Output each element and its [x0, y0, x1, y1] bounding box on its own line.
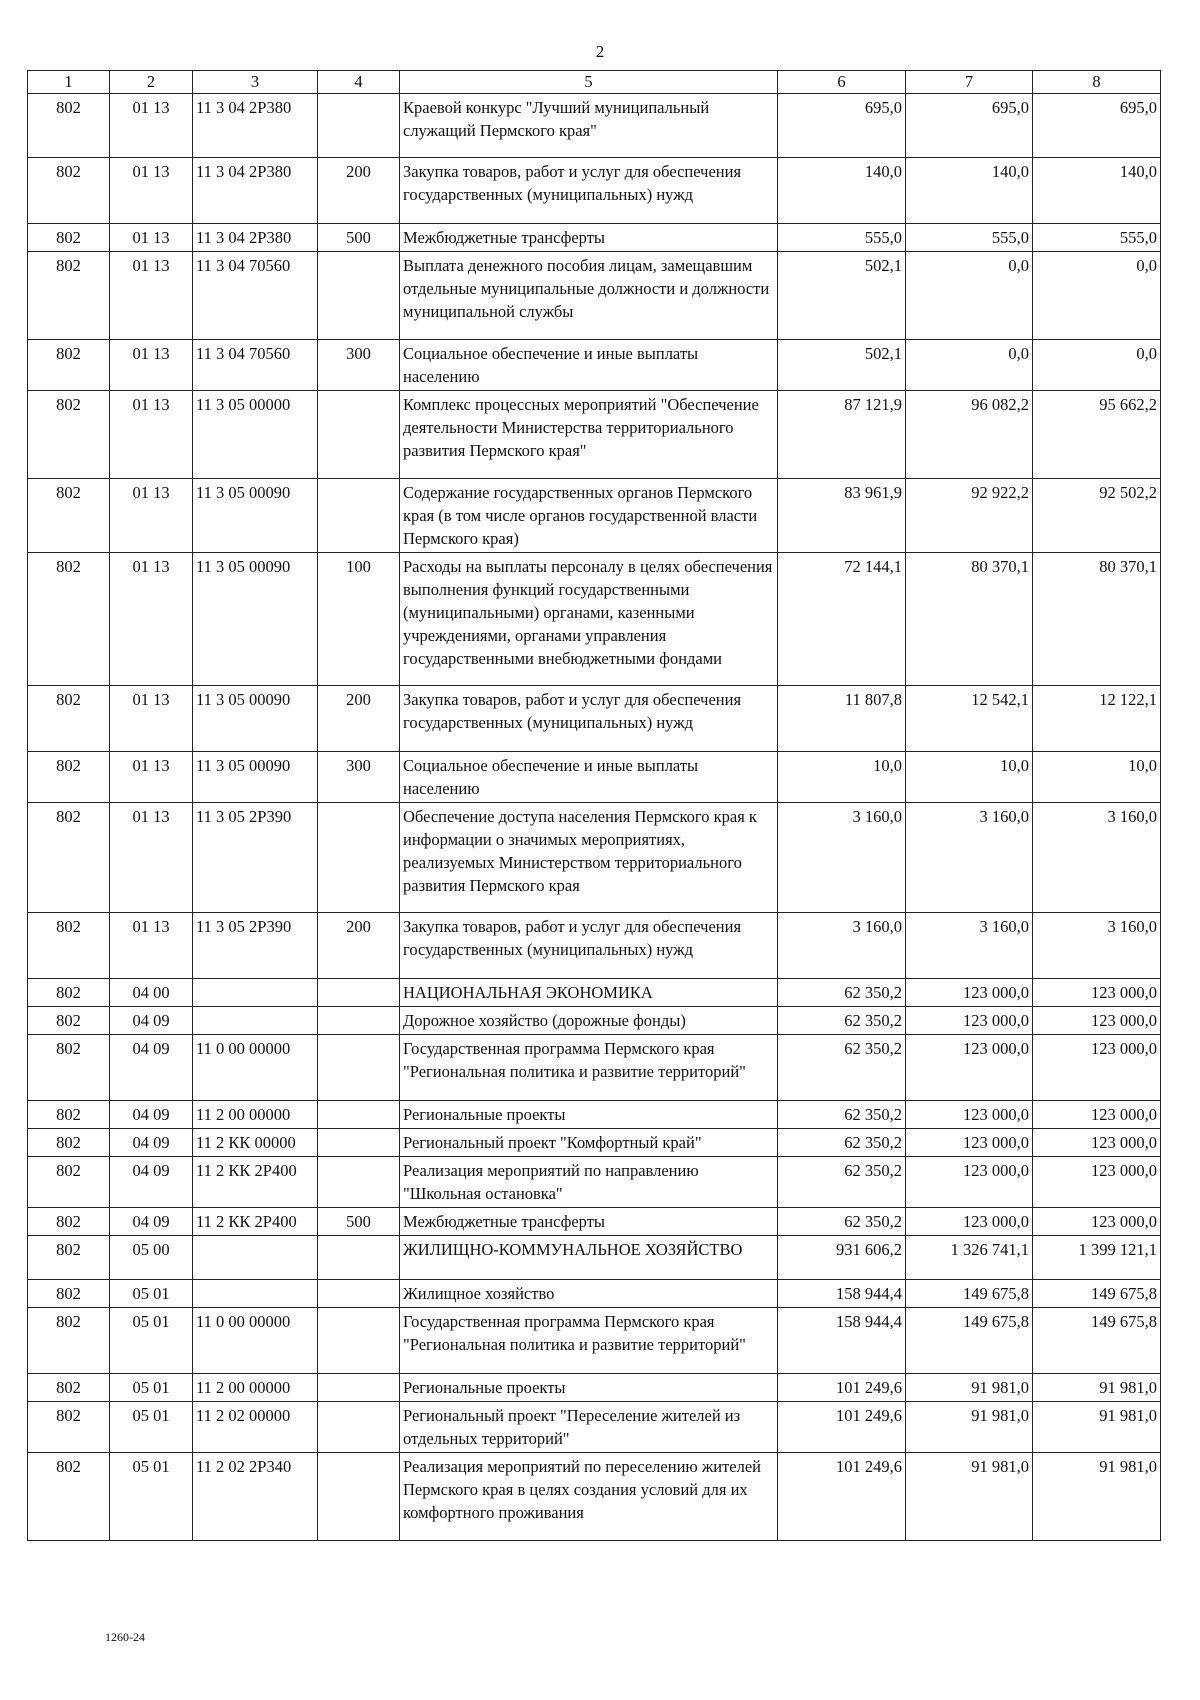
- amount-col8-cell: 91 981,0: [1033, 1453, 1161, 1541]
- table-row: [28, 340, 1161, 391]
- gref-code-cell: 802: [28, 1035, 110, 1101]
- amount-col7-cell: 3 160,0: [906, 803, 1033, 913]
- amount-col8-cell: 80 370,1: [1033, 553, 1161, 686]
- description-cell: Государственная программа Пермского края "Региональная политика и развитие территорий": [400, 1308, 778, 1374]
- description-cell: Выплата денежного пособия лицам, замещавшим отдельные муниципальные должности и должности муниципальной службы: [400, 252, 778, 340]
- amount-col8-cell: 1 399 121,1: [1033, 1236, 1161, 1280]
- section-code-cell: 05 01: [110, 1280, 193, 1308]
- table-row: [28, 1035, 1161, 1101]
- expense-type-cell: [318, 1101, 400, 1129]
- amount-col8-cell: 123 000,0: [1033, 1101, 1161, 1129]
- description-cell: Реализация мероприятий по переселению жителей Пермского края в целях создания условий для их комфортного проживания: [400, 1453, 778, 1541]
- amount-col7-cell: 123 000,0: [906, 1129, 1033, 1157]
- table-row: [28, 1280, 1161, 1308]
- gref-code-cell: 802: [28, 1280, 110, 1308]
- amount-col7-cell: 555,0: [906, 224, 1033, 252]
- table-row: [28, 1402, 1161, 1453]
- amount-col6-cell: 11 807,8: [778, 686, 906, 752]
- expense-type-cell: [318, 979, 400, 1007]
- table-row: [28, 803, 1161, 913]
- target-item-cell: 11 3 04 2Р380: [193, 94, 318, 158]
- target-item-cell: 11 2 КК 2Р400: [193, 1157, 318, 1208]
- amount-col7-cell: 10,0: [906, 752, 1033, 803]
- gref-code-cell: 802: [28, 1101, 110, 1129]
- footer-code: 1260-24: [105, 1630, 145, 1644]
- column-header: 7: [906, 71, 1033, 94]
- section-code-cell: 01 13: [110, 913, 193, 979]
- gref-code-cell: 802: [28, 479, 110, 553]
- amount-col7-cell: 3 160,0: [906, 913, 1033, 979]
- amount-col7-cell: 0,0: [906, 340, 1033, 391]
- amount-col8-cell: 10,0: [1033, 752, 1161, 803]
- amount-col7-cell: 96 082,2: [906, 391, 1033, 479]
- amount-col8-cell: 555,0: [1033, 224, 1161, 252]
- gref-code-cell: 802: [28, 158, 110, 224]
- amount-col6-cell: 158 944,4: [778, 1308, 906, 1374]
- expense-type-cell: [318, 479, 400, 553]
- gref-code-cell: 802: [28, 1007, 110, 1035]
- expense-type-cell: 300: [318, 752, 400, 803]
- target-item-cell: 11 3 05 00000: [193, 391, 318, 479]
- amount-col8-cell: 123 000,0: [1033, 1007, 1161, 1035]
- expense-type-cell: [318, 1308, 400, 1374]
- target-item-cell: 11 2 02 2Р340: [193, 1453, 318, 1541]
- amount-col6-cell: 158 944,4: [778, 1280, 906, 1308]
- description-cell: Жилищное хозяйство: [400, 1280, 778, 1308]
- table-row: [28, 1308, 1161, 1374]
- description-cell: Региональные проекты: [400, 1101, 778, 1129]
- table-row: [28, 913, 1161, 979]
- gref-code-cell: 802: [28, 1236, 110, 1280]
- target-item-cell: 11 3 05 00090: [193, 686, 318, 752]
- section-code-cell: 01 13: [110, 252, 193, 340]
- expense-type-cell: 500: [318, 224, 400, 252]
- section-code-cell: 05 01: [110, 1402, 193, 1453]
- amount-col7-cell: 123 000,0: [906, 1007, 1033, 1035]
- page-number: 2: [595, 42, 605, 61]
- expense-type-cell: [318, 1374, 400, 1402]
- expense-type-cell: [318, 391, 400, 479]
- gref-code-cell: 802: [28, 340, 110, 391]
- target-item-cell: 11 3 05 00090: [193, 752, 318, 803]
- target-item-cell: 11 0 00 00000: [193, 1308, 318, 1374]
- table-row: [28, 1157, 1161, 1208]
- section-code-cell: 04 09: [110, 1101, 193, 1129]
- expense-type-cell: [318, 1402, 400, 1453]
- amount-col8-cell: 123 000,0: [1033, 979, 1161, 1007]
- description-cell: Государственная программа Пермского края "Региональная политика и развитие территорий": [400, 1035, 778, 1101]
- amount-col6-cell: 83 961,9: [778, 479, 906, 553]
- table-row: [28, 391, 1161, 479]
- column-number-row: [28, 71, 1161, 94]
- column-header: 1: [28, 71, 110, 94]
- amount-col8-cell: 140,0: [1033, 158, 1161, 224]
- amount-col7-cell: 0,0: [906, 252, 1033, 340]
- amount-col6-cell: 140,0: [778, 158, 906, 224]
- amount-col6-cell: 62 350,2: [778, 1129, 906, 1157]
- section-code-cell: 01 13: [110, 803, 193, 913]
- target-item-cell: 11 2 00 00000: [193, 1101, 318, 1129]
- amount-col6-cell: 555,0: [778, 224, 906, 252]
- gref-code-cell: 802: [28, 1129, 110, 1157]
- amount-col6-cell: 502,1: [778, 340, 906, 391]
- amount-col7-cell: 123 000,0: [906, 979, 1033, 1007]
- amount-col7-cell: 123 000,0: [906, 1035, 1033, 1101]
- amount-col6-cell: 101 249,6: [778, 1402, 906, 1453]
- section-code-cell: 01 13: [110, 340, 193, 391]
- amount-col7-cell: 695,0: [906, 94, 1033, 158]
- target-item-cell: 11 3 04 70560: [193, 340, 318, 391]
- target-item-cell: 11 3 05 00090: [193, 479, 318, 553]
- table-row: [28, 1236, 1161, 1280]
- gref-code-cell: 802: [28, 803, 110, 913]
- target-item-cell: 11 3 04 2Р380: [193, 158, 318, 224]
- amount-col8-cell: 91 981,0: [1033, 1402, 1161, 1453]
- target-item-cell: [193, 1007, 318, 1035]
- table-row: [28, 686, 1161, 752]
- amount-col7-cell: 149 675,8: [906, 1280, 1033, 1308]
- section-code-cell: 01 13: [110, 158, 193, 224]
- table-row: [28, 1101, 1161, 1129]
- amount-col7-cell: 91 981,0: [906, 1374, 1033, 1402]
- amount-col7-cell: 91 981,0: [906, 1453, 1033, 1541]
- amount-col8-cell: 92 502,2: [1033, 479, 1161, 553]
- amount-col8-cell: 0,0: [1033, 252, 1161, 340]
- target-item-cell: [193, 1236, 318, 1280]
- amount-col7-cell: 140,0: [906, 158, 1033, 224]
- table-row: [28, 1129, 1161, 1157]
- section-code-cell: 01 13: [110, 391, 193, 479]
- description-cell: Межбюджетные трансферты: [400, 224, 778, 252]
- target-item-cell: 11 3 05 00090: [193, 553, 318, 686]
- section-code-cell: 05 01: [110, 1374, 193, 1402]
- expense-type-cell: [318, 1129, 400, 1157]
- description-cell: Расходы на выплаты персоналу в целях обеспечения выполнения функций государственными (муниципальными) органами, казенными учреждениями, органами управления государственными внебюджетными фондами: [400, 553, 778, 686]
- description-cell: ЖИЛИЩНО-КОММУНАЛЬНОЕ ХОЗЯЙСТВО: [400, 1236, 778, 1280]
- amount-col8-cell: 149 675,8: [1033, 1308, 1161, 1374]
- table-row: [28, 158, 1161, 224]
- gref-code-cell: 802: [28, 979, 110, 1007]
- amount-col6-cell: 72 144,1: [778, 553, 906, 686]
- target-item-cell: [193, 979, 318, 1007]
- amount-col6-cell: 62 350,2: [778, 1007, 906, 1035]
- column-header: 8: [1033, 71, 1161, 94]
- section-code-cell: 04 09: [110, 1007, 193, 1035]
- description-cell: Обеспечение доступа населения Пермского края к информации о значимых мероприятиях, реализуемых Министерством территориального развития Пермского края: [400, 803, 778, 913]
- amount-col7-cell: 12 542,1: [906, 686, 1033, 752]
- expense-type-cell: 100: [318, 553, 400, 686]
- description-cell: Закупка товаров, работ и услуг для обеспечения государственных (муниципальных) нужд: [400, 913, 778, 979]
- description-cell: Закупка товаров, работ и услуг для обеспечения государственных (муниципальных) нужд: [400, 158, 778, 224]
- table-row: [28, 979, 1161, 1007]
- description-cell: Реализация мероприятий по направлению "Школьная остановка": [400, 1157, 778, 1208]
- amount-col6-cell: 101 249,6: [778, 1374, 906, 1402]
- amount-col7-cell: 149 675,8: [906, 1308, 1033, 1374]
- description-cell: Содержание государственных органов Пермского края (в том числе органов государственной власти Пермского края): [400, 479, 778, 553]
- target-item-cell: 11 2 КК 2Р400: [193, 1208, 318, 1236]
- amount-col8-cell: 0,0: [1033, 340, 1161, 391]
- table-body: [28, 94, 1161, 1541]
- table-row: [28, 252, 1161, 340]
- description-cell: Дорожное хозяйство (дорожные фонды): [400, 1007, 778, 1035]
- target-item-cell: 11 3 04 2Р380: [193, 224, 318, 252]
- column-header: 5: [400, 71, 778, 94]
- expense-type-cell: [318, 1236, 400, 1280]
- column-header: 4: [318, 71, 400, 94]
- expense-type-cell: 200: [318, 686, 400, 752]
- amount-col8-cell: 123 000,0: [1033, 1208, 1161, 1236]
- expense-type-cell: 500: [318, 1208, 400, 1236]
- amount-col6-cell: 931 606,2: [778, 1236, 906, 1280]
- amount-col6-cell: 62 350,2: [778, 1101, 906, 1129]
- gref-code-cell: 802: [28, 1402, 110, 1453]
- target-item-cell: 11 3 04 70560: [193, 252, 318, 340]
- amount-col8-cell: 695,0: [1033, 94, 1161, 158]
- amount-col7-cell: 123 000,0: [906, 1208, 1033, 1236]
- table-row: [28, 224, 1161, 252]
- section-code-cell: 04 09: [110, 1035, 193, 1101]
- gref-code-cell: 802: [28, 1453, 110, 1541]
- expense-type-cell: 300: [318, 340, 400, 391]
- amount-col6-cell: 101 249,6: [778, 1453, 906, 1541]
- expense-type-cell: 200: [318, 158, 400, 224]
- amount-col6-cell: 10,0: [778, 752, 906, 803]
- target-item-cell: 11 0 00 00000: [193, 1035, 318, 1101]
- gref-code-cell: 802: [28, 553, 110, 686]
- amount-col7-cell: 92 922,2: [906, 479, 1033, 553]
- column-header: 2: [110, 71, 193, 94]
- column-header: 3: [193, 71, 318, 94]
- amount-col7-cell: 123 000,0: [906, 1157, 1033, 1208]
- section-code-cell: 04 09: [110, 1157, 193, 1208]
- target-item-cell: 11 2 02 00000: [193, 1402, 318, 1453]
- description-cell: Краевой конкурс "Лучший муниципальный служащий Пермского края": [400, 94, 778, 158]
- section-code-cell: 01 13: [110, 479, 193, 553]
- table-row: [28, 553, 1161, 686]
- expense-type-cell: [318, 1007, 400, 1035]
- amount-col8-cell: 95 662,2: [1033, 391, 1161, 479]
- amount-col8-cell: 3 160,0: [1033, 803, 1161, 913]
- expense-type-cell: [318, 1453, 400, 1541]
- section-code-cell: 05 00: [110, 1236, 193, 1280]
- expense-type-cell: [318, 94, 400, 158]
- table-row: [28, 94, 1161, 158]
- target-item-cell: 11 3 05 2Р390: [193, 803, 318, 913]
- target-item-cell: 11 2 КК 00000: [193, 1129, 318, 1157]
- target-item-cell: [193, 1280, 318, 1308]
- amount-col8-cell: 123 000,0: [1033, 1157, 1161, 1208]
- expense-type-cell: [318, 803, 400, 913]
- table-row: [28, 752, 1161, 803]
- expense-type-cell: [318, 1280, 400, 1308]
- gref-code-cell: 802: [28, 1208, 110, 1236]
- section-code-cell: 01 13: [110, 94, 193, 158]
- expense-type-cell: [318, 1157, 400, 1208]
- section-code-cell: 05 01: [110, 1453, 193, 1541]
- gref-code-cell: 802: [28, 94, 110, 158]
- gref-code-cell: 802: [28, 1308, 110, 1374]
- gref-code-cell: 802: [28, 686, 110, 752]
- expense-type-cell: 200: [318, 913, 400, 979]
- section-code-cell: 01 13: [110, 553, 193, 686]
- section-code-cell: 01 13: [110, 752, 193, 803]
- description-cell: Межбюджетные трансферты: [400, 1208, 778, 1236]
- amount-col7-cell: 91 981,0: [906, 1402, 1033, 1453]
- description-cell: Региональный проект "Переселение жителей из отдельных территорий": [400, 1402, 778, 1453]
- section-code-cell: 04 09: [110, 1129, 193, 1157]
- expense-type-cell: [318, 1035, 400, 1101]
- description-cell: Региональные проекты: [400, 1374, 778, 1402]
- budget-table: [27, 70, 1161, 1541]
- description-cell: Закупка товаров, работ и услуг для обеспечения государственных (муниципальных) нужд: [400, 686, 778, 752]
- target-item-cell: 11 2 00 00000: [193, 1374, 318, 1402]
- amount-col6-cell: 3 160,0: [778, 803, 906, 913]
- amount-col7-cell: 123 000,0: [906, 1101, 1033, 1129]
- gref-code-cell: 802: [28, 913, 110, 979]
- amount-col8-cell: 123 000,0: [1033, 1129, 1161, 1157]
- table-row: [28, 1374, 1161, 1402]
- amount-col8-cell: 12 122,1: [1033, 686, 1161, 752]
- gref-code-cell: 802: [28, 252, 110, 340]
- gref-code-cell: 802: [28, 752, 110, 803]
- description-cell: Комплекс процессных мероприятий "Обеспечение деятельности Министерства территориального развития Пермского края": [400, 391, 778, 479]
- amount-col8-cell: 149 675,8: [1033, 1280, 1161, 1308]
- section-code-cell: 01 13: [110, 224, 193, 252]
- table-row: [28, 479, 1161, 553]
- amount-col8-cell: 3 160,0: [1033, 913, 1161, 979]
- section-code-cell: 04 09: [110, 1208, 193, 1236]
- description-cell: НАЦИОНАЛЬНАЯ ЭКОНОМИКА: [400, 979, 778, 1007]
- amount-col6-cell: 62 350,2: [778, 1157, 906, 1208]
- amount-col6-cell: 502,1: [778, 252, 906, 340]
- section-code-cell: 05 01: [110, 1308, 193, 1374]
- amount-col7-cell: 80 370,1: [906, 553, 1033, 686]
- amount-col6-cell: 62 350,2: [778, 1208, 906, 1236]
- gref-code-cell: 802: [28, 1374, 110, 1402]
- amount-col6-cell: 62 350,2: [778, 979, 906, 1007]
- column-header: 6: [778, 71, 906, 94]
- section-code-cell: 04 00: [110, 979, 193, 1007]
- table-row: [28, 1453, 1161, 1541]
- description-cell: Социальное обеспечение и иные выплаты населению: [400, 340, 778, 391]
- amount-col6-cell: 62 350,2: [778, 1035, 906, 1101]
- amount-col7-cell: 1 326 741,1: [906, 1236, 1033, 1280]
- amount-col8-cell: 123 000,0: [1033, 1035, 1161, 1101]
- table-row: [28, 1208, 1161, 1236]
- amount-col8-cell: 91 981,0: [1033, 1374, 1161, 1402]
- gref-code-cell: 802: [28, 391, 110, 479]
- amount-col6-cell: 87 121,9: [778, 391, 906, 479]
- description-cell: Региональный проект "Комфортный край": [400, 1129, 778, 1157]
- amount-col6-cell: 695,0: [778, 94, 906, 158]
- expense-type-cell: [318, 252, 400, 340]
- gref-code-cell: 802: [28, 224, 110, 252]
- table-row: [28, 1007, 1161, 1035]
- description-cell: Социальное обеспечение и иные выплаты населению: [400, 752, 778, 803]
- section-code-cell: 01 13: [110, 686, 193, 752]
- amount-col6-cell: 3 160,0: [778, 913, 906, 979]
- target-item-cell: 11 3 05 2Р390: [193, 913, 318, 979]
- gref-code-cell: 802: [28, 1157, 110, 1208]
